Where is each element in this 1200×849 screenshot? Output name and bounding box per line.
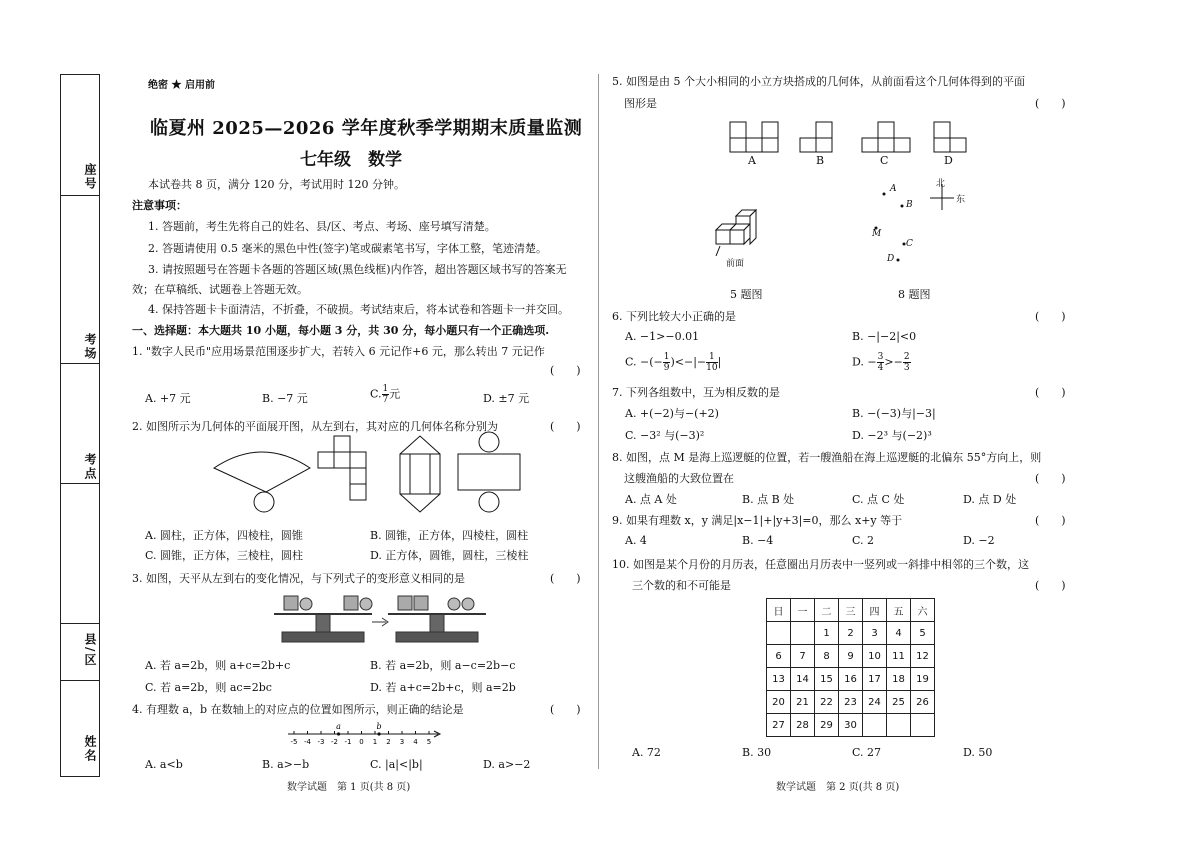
calendar-day: 25 <box>887 691 911 714</box>
calendar-row <box>767 645 935 668</box>
calendar-day: 7 <box>791 645 815 668</box>
number-line-tick-label: 5 <box>426 738 432 746</box>
calendar-header-row <box>767 599 935 622</box>
q1-option-d: D. ±7 元 <box>483 392 530 405</box>
q10-stem-line2: 三个数的和不可能是 <box>632 579 731 592</box>
q5-label-b: B <box>816 154 825 167</box>
q7-stem: 7. 下列各组数中，互为相反数的是 <box>612 386 780 399</box>
number-line-tick-label: 2 <box>386 738 391 746</box>
calendar-day: 23 <box>839 691 863 714</box>
calendar-day: 12 <box>911 645 935 668</box>
q4-option-c: C. |a|<|b| <box>370 758 423 771</box>
calendar-row <box>767 668 935 691</box>
q7-paren: ( ) <box>1035 386 1066 399</box>
calendar-day: 27 <box>767 714 791 737</box>
fig5-caption: 5 题图 <box>730 288 763 301</box>
q8-compass-figure <box>860 176 970 268</box>
calendar-day <box>767 622 791 645</box>
point-c: C <box>906 239 913 249</box>
q10-option-d: D. 50 <box>963 746 993 759</box>
calendar-weekday: 五 <box>887 599 911 622</box>
section-1-title: 一、选择题：本大题共 10 小题，每小题 3 分，共 30 分，每小题只有一个正确选项. <box>132 324 550 337</box>
calendar-day: 1 <box>815 622 839 645</box>
q5-front-label: 前面 <box>726 259 745 269</box>
q1-option-b: B. −7 元 <box>262 392 308 405</box>
calendar-row <box>767 691 935 714</box>
q10-option-b: B. 30 <box>742 746 772 759</box>
q9-option-c: C. 2 <box>852 534 875 547</box>
calendar-row <box>767 622 935 645</box>
intro-text: 本试卷共 8 页，满分 120 分，考试用时 120 分钟。 <box>148 178 405 191</box>
q2-paren: ( ) <box>550 420 581 433</box>
point-a-marker <box>337 732 340 735</box>
calendar-day: 4 <box>887 622 911 645</box>
footer-page-2: 数学试题 第 2 页(共 8 页) <box>776 782 900 793</box>
q8-option-d: D. 点 D 处 <box>963 493 1017 506</box>
calendar-weekday: 四 <box>863 599 887 622</box>
site-label: 考点 <box>83 453 97 481</box>
calendar-day: 14 <box>791 668 815 691</box>
calendar-day: 2 <box>839 622 863 645</box>
number-line-tick-label: -5 <box>290 738 298 746</box>
secret-mark: 绝密 ★ 启用前 <box>148 80 215 91</box>
calendar-weekday: 一 <box>791 599 815 622</box>
q2-stem: 2. 如图所示为几何体的平面展开图，从左到右，其对应的几何体名称分别为 <box>132 420 498 433</box>
calendar-day <box>863 714 887 737</box>
calendar-day: 13 <box>767 668 791 691</box>
q3-stem: 3. 如图，天平从左到右的变化情况，与下列式子的变形意义相同的是 <box>132 572 465 585</box>
calendar-day: 20 <box>767 691 791 714</box>
note-3b: 效；在草稿纸、试题卷上答题无效。 <box>132 283 308 296</box>
calendar-table <box>766 598 935 737</box>
point-a: A <box>890 184 897 194</box>
calendar-row <box>767 714 935 737</box>
calendar-day: 24 <box>863 691 887 714</box>
calendar-day: 3 <box>863 622 887 645</box>
number-line-tick-label: 1 <box>372 738 378 746</box>
q3-option-b: B. 若 a=2b，则 a−c=2b−c <box>370 659 516 672</box>
q1-stem: 1. "数字人民币"应用场景范围逐步扩大，若转入 6 元记作+6 元，那么转出 7 元记作 <box>132 345 545 358</box>
q1-option-a: A. +7 元 <box>145 392 191 405</box>
room-label: 考场 <box>83 333 97 361</box>
q10-option-c: C. 27 <box>852 746 882 759</box>
q3-option-c: C. 若 a=2b，则 ac=2bc <box>145 681 272 694</box>
calendar-day: 17 <box>863 668 887 691</box>
q2-option-b: B. 圆锥，正方体，四棱柱，圆柱 <box>370 529 529 542</box>
name-label: 姓名 <box>83 735 97 763</box>
note-3: 3. 请按照题号在答题卡各题的答题区域(黑色线框)内作答，超出答题区域书写的答案无 <box>148 263 567 276</box>
q2-option-c: C. 圆锥，正方体，三棱柱，圆柱 <box>145 549 304 562</box>
calendar-day: 10 <box>863 645 887 668</box>
number-line-tick-label: -2 <box>331 738 338 746</box>
calendar-day: 11 <box>887 645 911 668</box>
q3-option-a: A. 若 a=2b，则 a+c=2b+c <box>145 659 291 672</box>
q4-option-d: D. a>−2 <box>483 758 531 771</box>
q10-stem-line1: 10. 如图是某个月份的月历表，任意圈出月历表中一竖列或一斜排中相邻的三个数，这 <box>612 558 1029 571</box>
notes-title: 注意事项： <box>132 199 187 212</box>
fig8-caption: 8 题图 <box>898 288 931 301</box>
number-line-tick-label: 4 <box>413 738 418 746</box>
q4-option-a: A. a<b <box>145 758 183 771</box>
q2-option-a: A. 圆柱，正方体，四棱柱，圆锥 <box>145 529 303 542</box>
q8-option-a: A. 点 A 处 <box>625 493 677 506</box>
county-label: 县/区 <box>83 633 97 668</box>
calendar-day: 16 <box>839 668 863 691</box>
number-line-point-label: a <box>336 722 341 731</box>
q3-paren: ( ) <box>550 572 581 585</box>
calendar-weekday: 二 <box>815 599 839 622</box>
calendar-day: 26 <box>911 691 935 714</box>
q7-option-c: C. −3² 与(−3)² <box>625 429 705 442</box>
calendar-day: 19 <box>911 668 935 691</box>
calendar-weekday: 日 <box>767 599 791 622</box>
q4-number-line <box>288 720 444 746</box>
calendar-day: 15 <box>815 668 839 691</box>
q5-stem-line2: 图形是 <box>624 97 657 110</box>
q10-paren: ( ) <box>1035 579 1066 592</box>
calendar-day: 28 <box>791 714 815 737</box>
q8-stem-line2: 这艘渔船的大致位置在 <box>624 472 734 485</box>
calendar-day: 22 <box>815 691 839 714</box>
footer-page-1: 数学试题 第 1 页(共 8 页) <box>287 782 411 793</box>
q5-option-views <box>728 120 968 154</box>
binding-strip <box>60 74 100 777</box>
q2-nets-figure <box>200 440 530 520</box>
q6-stem: 6. 下列比较大小正确的是 <box>612 310 736 323</box>
exam-subtitle: 七年级 数学 <box>300 150 402 170</box>
number-line-point-label: b <box>376 722 382 731</box>
calendar-day: 21 <box>791 691 815 714</box>
exam-title: 临夏州 2025—2026 学年度秋季学期期末质量监测 <box>150 118 583 139</box>
calendar-day: 18 <box>887 668 911 691</box>
q10-option-a: A. 72 <box>632 746 661 759</box>
q1-paren: ( ) <box>550 364 581 377</box>
point-b: B <box>906 200 913 210</box>
seat-label: 座号 <box>83 163 97 191</box>
number-line-tick-label: 0 <box>359 738 364 746</box>
note-1: 1. 答题前，考生先将自己的姓名、县/区、考点、考场、座号填写清楚。 <box>148 220 496 233</box>
number-line-tick-label: 3 <box>399 738 405 746</box>
q6-option-d: D. − $\frac{3}{4}$ >− $\frac{2}{3}$ <box>852 352 910 373</box>
number-line-tick-label: -1 <box>344 738 352 746</box>
calendar-day: 9 <box>839 645 863 668</box>
q3-balance-figure <box>270 592 490 648</box>
q5-stem-line1: 5. 如图是由 5 个大小相同的小立方块搭成的几何体，从前面看这个几何体得到的平面 <box>612 75 1025 88</box>
q9-option-d: D. −2 <box>963 534 995 547</box>
note-2: 2. 答题请使用 0.5 毫米的黑色中性(签字)笔或碳素笔书写，字体工整，笔迹清楚。 <box>148 242 548 255</box>
point-d: D <box>887 254 895 264</box>
calendar-day: 29 <box>815 714 839 737</box>
q5-label-a: A <box>748 154 756 167</box>
q3-option-d: D. 若 a+c=2b+c，则 a=2b <box>370 681 516 694</box>
compass-east: 东 <box>956 195 966 205</box>
calendar-day <box>791 622 815 645</box>
q5-cubes-figure <box>712 212 776 258</box>
q4-paren: ( ) <box>550 703 581 716</box>
q7-option-d: D. −2³ 与(−2)³ <box>852 429 932 442</box>
q5-label-c: C <box>880 154 889 167</box>
compass-north: 北 <box>936 179 946 189</box>
q9-paren: ( ) <box>1035 514 1066 527</box>
calendar-day <box>887 714 911 737</box>
q9-stem: 9. 如果有理数 x，y 满足|x−1|+|y+3|=0，那么 x+y 等于 <box>612 514 903 527</box>
calendar-weekday: 三 <box>839 599 863 622</box>
note-4: 4. 保持答题卡卡面清洁，不折叠，不破损。考试结束后，将本试卷和答题卡一并交回。 <box>148 303 569 316</box>
q9-option-a: A. 4 <box>625 534 647 547</box>
q6-paren: ( ) <box>1035 310 1066 323</box>
q2-option-d: D. 正方体，圆锥，圆柱，三棱柱 <box>370 549 529 562</box>
q8-paren: ( ) <box>1035 472 1066 485</box>
calendar-weekday: 六 <box>911 599 935 622</box>
number-line-tick-label: -4 <box>304 738 311 746</box>
q8-stem-line1: 8. 如图，点 M 是海上巡逻艇的位置，若一艘渔船在海上巡逻艇的北偏东 55°方向上，则 <box>612 451 1042 464</box>
q8-option-b: B. 点 B 处 <box>742 493 795 506</box>
point-b-marker <box>377 732 380 735</box>
q5-paren: ( ) <box>1035 97 1066 110</box>
q8-option-c: C. 点 C 处 <box>852 493 905 506</box>
q6-option-c: C. −(− $\frac{1}{9}$ )<−|− $\frac{1}{10}$ | <box>625 352 722 373</box>
calendar-day: 8 <box>815 645 839 668</box>
number-line-tick-label: -3 <box>317 738 325 746</box>
calendar-day: 6 <box>767 645 791 668</box>
q1-option-c: C. $\frac{1}{7}$ 元 <box>370 384 401 405</box>
point-m: M <box>872 229 882 239</box>
q9-option-b: B. −4 <box>742 534 774 547</box>
calendar-day: 30 <box>839 714 863 737</box>
q5-label-d: D <box>944 154 953 167</box>
calendar-day: 5 <box>911 622 935 645</box>
q7-option-a: A. +(−2)与−(+2) <box>625 407 719 420</box>
q6-option-a: A. −1>−0.01 <box>625 330 700 343</box>
calendar-day <box>911 714 935 737</box>
q7-option-b: B. −(−3)与|−3| <box>852 407 936 420</box>
page-divider <box>598 74 599 769</box>
q6-option-b: B. −|−2|<0 <box>852 330 917 343</box>
q4-option-b: B. a>−b <box>262 758 310 771</box>
q4-stem: 4. 有理数 a，b 在数轴上的对应点的位置如图所示，则正确的结论是 <box>132 703 464 716</box>
